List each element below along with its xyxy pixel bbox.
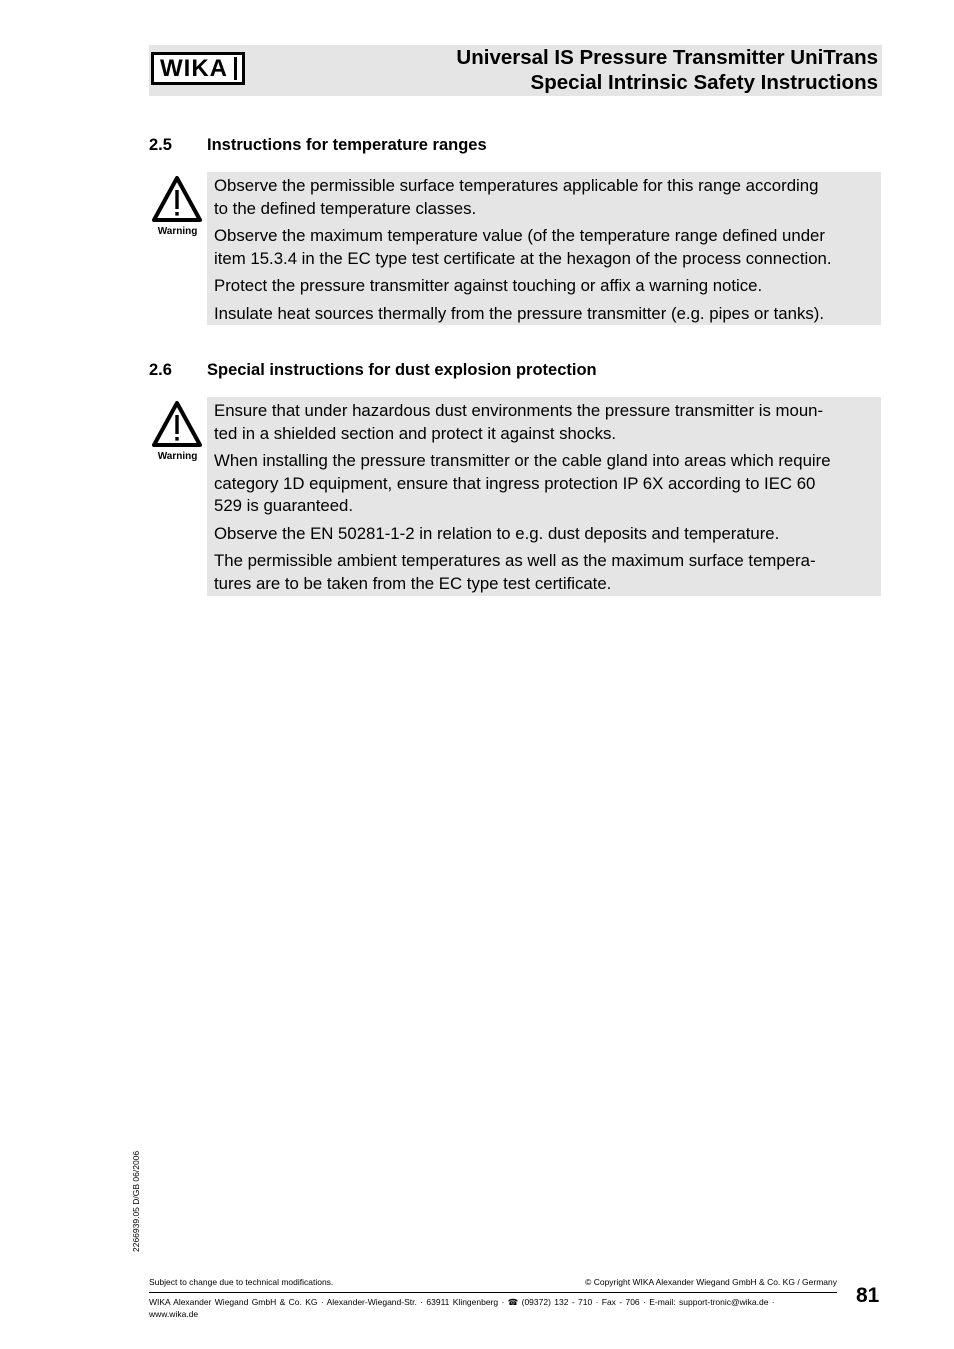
section-number: 2.5 xyxy=(149,136,172,154)
paragraph xyxy=(214,550,875,595)
text-line: Protect the pressure transmitter against touching or affix a warning notice. xyxy=(214,276,763,295)
text-line: to the defined temperature classes. xyxy=(214,198,477,218)
text-line: ted in a shielded section and protect it against shocks. xyxy=(214,423,617,443)
text-line: Observe the permissible surface temperatures applicable for this range according xyxy=(214,176,819,195)
warning-text-box-2-6 xyxy=(207,397,881,596)
paragraph xyxy=(214,523,875,546)
wika-logo xyxy=(151,52,245,85)
warning-text-box-2-5 xyxy=(207,172,881,325)
title-line-1: Universal IS Pressure Transmitter UniTrans xyxy=(456,46,878,69)
subject-note: Subject to change due to technical modifications. xyxy=(149,1277,334,1287)
document-title xyxy=(456,46,878,95)
text-line: tures are to be taken from the EC type test certificate. xyxy=(214,573,612,593)
footer-divider xyxy=(149,1292,837,1293)
company-address: WIKA Alexander Wiegand GmbH & Co. KG · Alexander-Wiegand-Str. · 63911 Klingenberg · ☎ (09372) 132 - 710 · Fax - 706 · E-mail: support-tronic@wika.de · xyxy=(149,1297,775,1307)
text-line: category 1D equipment, ensure that ingress protection IP 6X according to IEC 60 xyxy=(214,473,816,493)
title-line-2: Special Intrinsic Safety Instructions xyxy=(530,70,878,94)
section-title: Special instructions for dust explosion protection xyxy=(207,361,597,379)
warning-label: Warning xyxy=(157,451,198,462)
text-line: Insulate heat sources thermally from the pressure transmitter (e.g. pipes or tanks). xyxy=(214,303,824,323)
logo-text: WIKA xyxy=(160,55,228,82)
warning-label: Warning xyxy=(157,226,198,237)
warning-triangle-icon xyxy=(152,401,202,447)
text-line: Ensure that under hazardous dust environments the pressure transmitter is moun- xyxy=(214,401,824,420)
warning-triangle-icon xyxy=(152,176,202,222)
paragraph xyxy=(214,175,875,220)
section-title: Instructions for temperature ranges xyxy=(207,136,487,154)
paragraph xyxy=(214,450,875,518)
document-code: 2266939.05 D/GB 06/2006 xyxy=(131,1150,141,1252)
text-line: Observe the EN 50281-1-2 in relation to e.g. dust deposits and temperature. xyxy=(214,523,780,543)
paragraph xyxy=(214,275,875,298)
text-line: The permissible ambient temperatures as well as the maximum surface tempera- xyxy=(214,551,816,570)
page-number: 81 xyxy=(856,1284,880,1307)
company-website: www.wika.de xyxy=(149,1309,199,1319)
text-line: Observe the maximum temperature value (of the temperature range defined under xyxy=(214,226,825,245)
text-line: When installing the pressure transmitter or the cable gland into areas which require xyxy=(214,451,831,470)
text-line: 529 is guaranteed. xyxy=(214,496,354,515)
paragraph xyxy=(214,303,875,326)
section-number: 2.6 xyxy=(149,361,172,379)
logo-bar xyxy=(234,57,237,80)
paragraph xyxy=(214,225,875,270)
text-line: item 15.3.4 in the EC type test certificate at the hexagon of the process connection. xyxy=(214,248,832,268)
copyright-note: © Copyright WIKA Alexander Wiegand GmbH & Co. KG / Germany xyxy=(585,1277,837,1287)
paragraph xyxy=(214,400,875,445)
